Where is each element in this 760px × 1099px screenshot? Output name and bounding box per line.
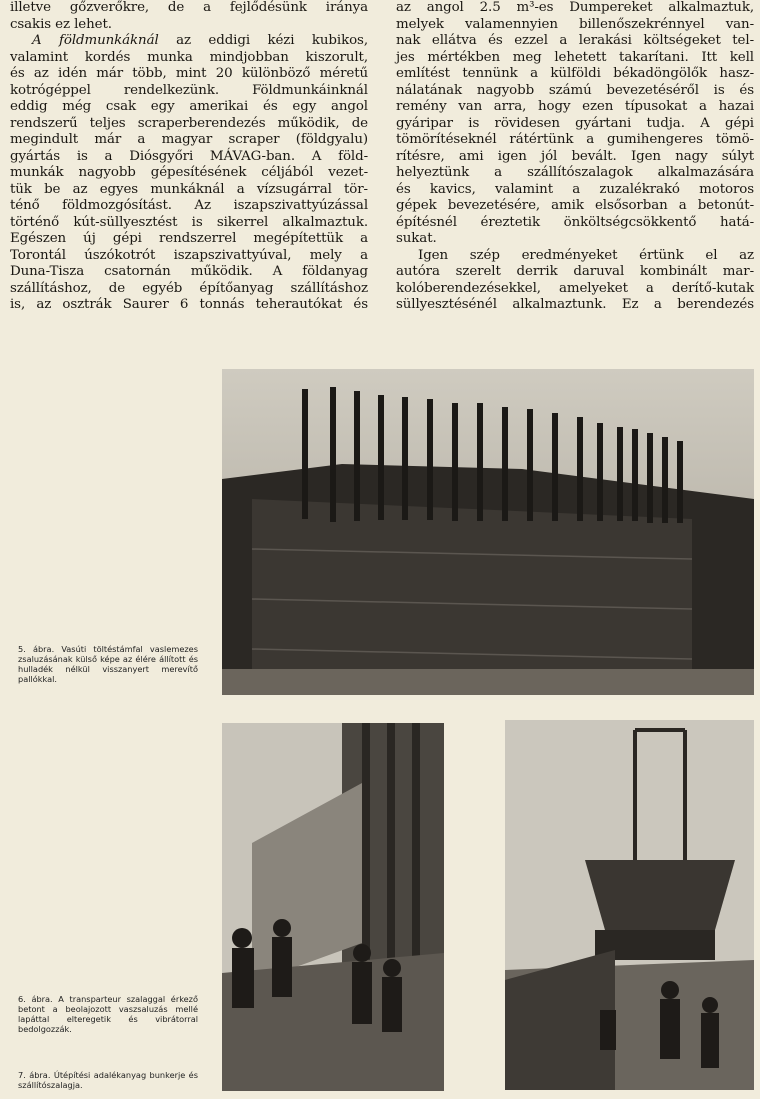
text-line: gyártás is a Diósgyőri MÁVAG-ban. A föld-	[10, 148, 368, 164]
text-line: Igen szép eredményeket értünk el az	[418, 247, 754, 263]
text-line: munkák nagyobb gépesítésének céljából vezet-	[10, 165, 368, 180]
text-line: kotrógéppel rendelkezünk. Földmunkáinknál	[10, 82, 368, 98]
text-line: az angol 2.5 m³-es Dumpereket alkalmaztuk,	[396, 0, 754, 15]
figure-6-caption: 6. ábra. A transparteur szalaggal érkező betont a beolajozott vaszsaluzás mellé lapáttal elteregetik és vibrátorral bedolgozzák.	[18, 994, 198, 1034]
text-line: tömörítéseknél rátértünk a gumihengeres tömö-	[396, 132, 754, 147]
text-line: ténő földmozgósítást. Az iszapszivattyúzással	[10, 198, 368, 213]
text-line: süllyesztésénél alkalmaztunk. Ez a berendezés	[396, 297, 754, 312]
text-line: tük be az egyes munkáknál a vízsugárral tör-	[10, 181, 368, 197]
left-text-column	[10, 0, 368, 314]
text-line: rendszerű teljes scraperberendezés működik, de	[10, 115, 368, 131]
text-line: gépek bevezetésére, amik elsősorban a betonút-	[396, 198, 754, 213]
figure-7-caption: 7. ábra. Útépítési adalékanyag bunkerje és szállítószalagja.	[18, 1070, 198, 1090]
figure-5-caption: 5. ábra. Vasúti töltéstámfal vaslemezes zsaluzásának külső képe az élére állított és hulladék nélkül visszanyert merevítő pallókkal.	[18, 644, 198, 684]
text-line: valamint kordés munka mindjobban kiszorult,	[10, 49, 368, 65]
text-line: A földmunkáknál az eddigi kézi kubikos,	[32, 33, 368, 48]
text-line: csakis ez lehet.	[10, 16, 112, 32]
text-line: Duna-Tisza csatornán működik. A földanyag	[10, 264, 368, 279]
text-line: autóra szerelt derrik daruval kombinált mar-	[396, 264, 754, 279]
text-line: melyek valamennyien billenőszekrénnyel van-	[396, 16, 754, 32]
text-line: szállításhoz, de egyéb építőanyag szállításhoz	[10, 280, 368, 296]
figure-6-photo	[222, 723, 444, 1091]
text-line: is, az osztrák Saurer 6 tonnás teherautókat és	[10, 297, 368, 312]
text-line: jes mértékben meg lehetett takarítani. Itt kell	[396, 49, 754, 65]
text-line: és kavics, valamint a zuzalékrakó motoros	[396, 181, 754, 197]
text-line: helyeztünk a szállítószalagok alkalmazására	[396, 165, 754, 180]
text-line: történő kút-süllyesztést is sikerrel alkalmaztuk.	[10, 214, 368, 230]
text-line: gyáripar is rövidesen gyártani tudja. A gépi	[396, 115, 754, 131]
paragraph	[396, 248, 754, 314]
text-line: rítésre, ami igen jól bevált. Igen nagy súlyt	[396, 148, 754, 164]
text-line: kolóberendezésekkel, amelyeket a derítő-kutak	[396, 280, 754, 296]
paragraph	[10, 0, 368, 33]
text-line: illetve gőzverőkre, de a fejlődésünk iránya	[10, 0, 368, 15]
text-line: nak ellátva és ezzel a lerakási költségeket tel-	[396, 33, 754, 48]
text-line: remény van arra, hogy ezen típusokat a hazai	[396, 99, 754, 114]
right-text-column	[396, 0, 754, 314]
text-line: eddig még csak egy amerikai és egy angol	[10, 99, 368, 114]
text-line: Egészen új gépi rendszerrel megépítettük a	[10, 231, 368, 246]
paragraph	[396, 0, 754, 248]
text-line: és az idén már több, mint 20 különböző méretű	[10, 66, 368, 81]
text-line: sukat.	[396, 231, 437, 246]
text-line: nálatának nagyobb számú bevezetéséről is és	[396, 82, 754, 98]
text-line: megindult már a magyar scraper (földgyalu)	[10, 132, 368, 147]
text-line: Torontál úszókotrót iszapszivattyúval, mely a	[10, 247, 368, 263]
text-line: említést tennünk a külföldi békadöngölők hasz-	[396, 66, 754, 81]
figure-7-photo	[505, 720, 754, 1090]
figure-5-photo	[222, 369, 754, 695]
text-line: építésnél éreztetik önköltségcsökkentő hatá-	[396, 214, 754, 230]
paragraph	[10, 33, 368, 314]
